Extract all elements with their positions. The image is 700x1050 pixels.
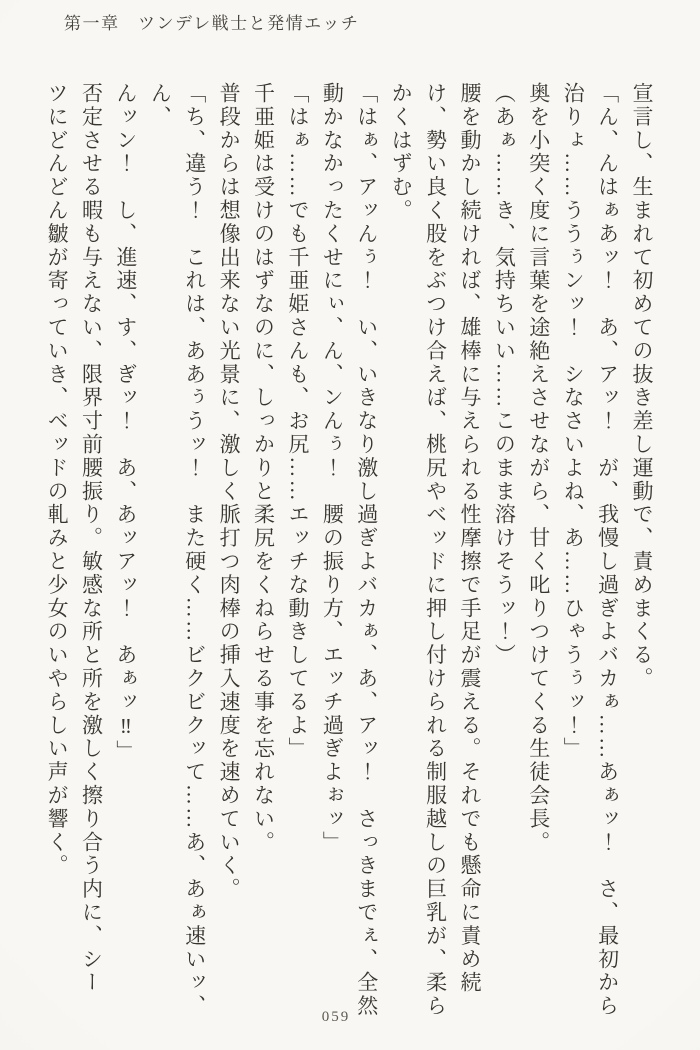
text-column: け、勢い良く股をぶつけ合えば、桃尻やベッドに押し付けられる制服越しの巨乳が、柔ら: [423, 82, 448, 1018]
text-column: かくはずむ。: [389, 82, 414, 223]
text-column: んッン！ し、進速、す、ぎッ！ あ、あッアッ！ あぁッ‼」: [113, 82, 138, 764]
text-column: ツにどんどん皺が寄っていき、ベッドの軋みと少女のいやらしい声が響く。: [45, 82, 70, 878]
text-column: 「ち、違う！ これは、ああぅうッ！ また硬く……ビクビクッて……あ、あぁ速いッ、ん、: [148, 82, 207, 1018]
text-column: 腰を動かし続ければ、雄棒に与えられる性摩擦で手足が震える。それでも懸命に責め続: [457, 82, 482, 995]
text-column: 否定させる暇も与えない、限界寸前腰振り。敏感な所と所を激しく擦り合う内に、シー: [79, 82, 104, 995]
text-column: （あぁ……き、気持ちいい……このまま溶けそうッ！）: [492, 82, 517, 667]
body-text: [40, 82, 659, 1022]
text-column: 千亜姫は受けのはずなのに、しっかりと柔尻をくねらせる事を忘れない。: [251, 82, 276, 855]
text-column: 「ん、んはぁあッ！ あ、アッ！ が、我慢し過ぎよバカぁ……あぁッ！ さ、最初から: [595, 82, 620, 1018]
text-column: 宣言し、生まれて初めての抜き差し運動で、責めまくる。: [630, 82, 654, 691]
text-column: 「はぁ……でも千亜姫さんも、お尻……エッチな動きしてるよ」: [285, 82, 310, 761]
chapter-header: 第一章 ツンデレ戦士と発情エッチ: [64, 14, 360, 33]
text-column: 奥を小突く度に言葉を途絶えさせながら、甘く叱りつけてくる生徒会長。: [526, 82, 551, 855]
text-column: 「はぁ、アッんぅ！ い、いきなり激し過ぎよバカぁ、あ、アッ！ さっきまでぇ、全然: [354, 82, 379, 1018]
text-column: 治りょ……ううぅンッ！ シなさいよね、あ……ひゃうぅッ！」: [561, 82, 586, 761]
text-column: 普段からは想像出来ない光景に、激しく脈打つ肉棒の挿入速度を速めていく。: [217, 82, 242, 901]
text-column: 動かなかったくせにぃ、ん、ンんぅ！ 腰の振り方、エッチ過ぎよぉッ」: [320, 82, 345, 855]
page-number: 059: [321, 1009, 351, 1025]
